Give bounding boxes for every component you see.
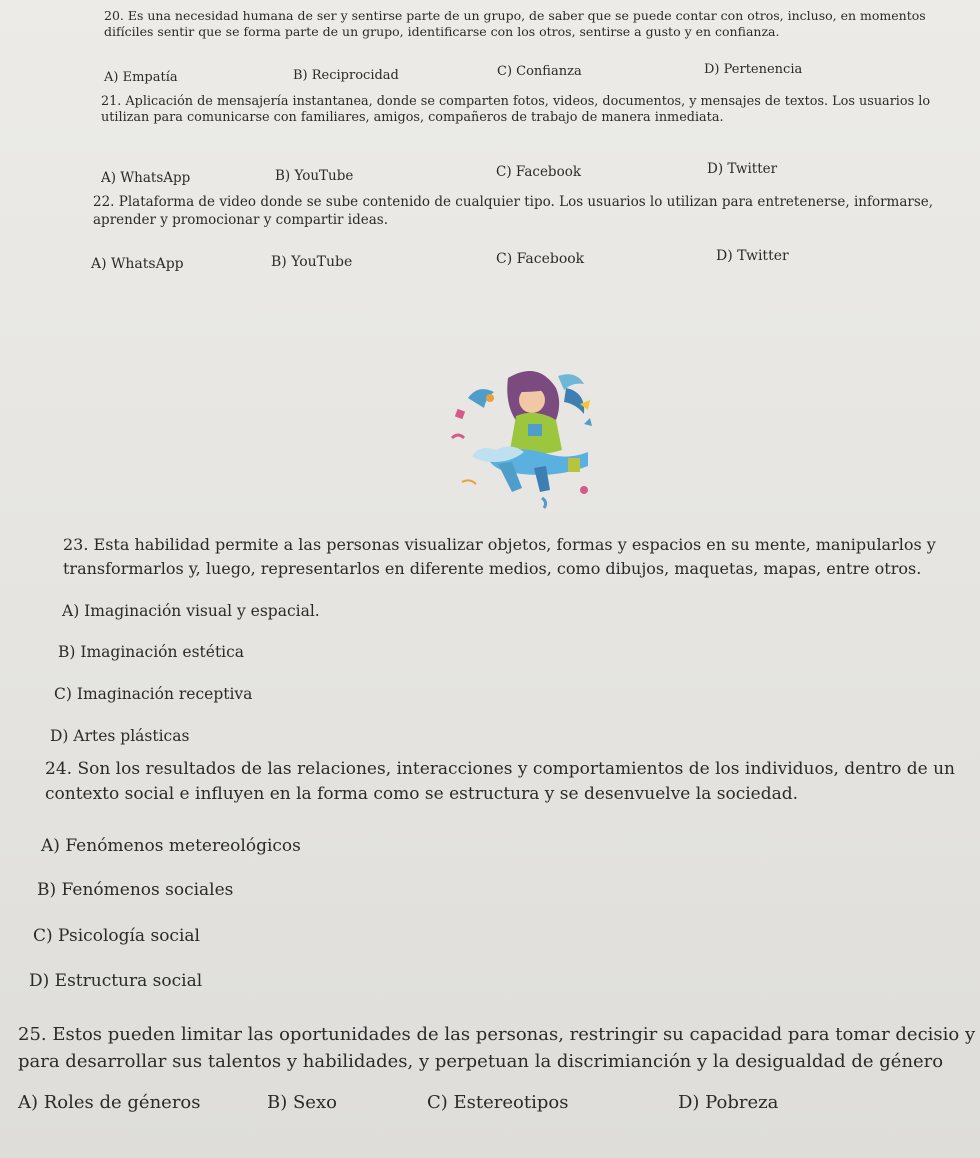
- q23-option-a[interactable]: A) Imaginación visual y espacial.: [62, 602, 320, 620]
- q21-option-d[interactable]: D) Twitter: [707, 161, 778, 177]
- q24-option-a[interactable]: A) Fenómenos metereológicos: [41, 836, 301, 856]
- question-22-stem: 22. Plataforma de video donde se sube contenido de cualquier tipo. Los usuarios lo utilizan para entretenerse, informarse, aprender y promocionar y compartir ideas.: [93, 194, 934, 228]
- question-25-stem: 25. Estos pueden limitar las oportunidades de las personas, restringir su capacidad para tomar decisio y para desarrollar sus talentos y habilidades, y perpetuan la discrimianción y la desigualdad de género: [18, 1024, 976, 1072]
- q25-option-a[interactable]: A) Roles de géneros: [18, 1092, 201, 1113]
- question-20-stem: 20. Es una necesidad humana de ser y sentirse parte de un grupo, de saber que se puede contar con otros, incluso, en momentos difíciles sentir que se forma parte de un grupo, identificarse con los otros, sentirse a gusto y en confianza.: [104, 8, 926, 39]
- question-20: [104, 8, 974, 40]
- question-25: [18, 1021, 980, 1075]
- q22-option-d[interactable]: D) Twitter: [716, 248, 789, 264]
- q23-option-b[interactable]: B) Imaginación estética: [58, 643, 245, 661]
- q25-option-b[interactable]: B) Sexo: [267, 1092, 337, 1113]
- question-21-stem: 21. Aplicación de mensajería instantanea, donde se comparten fotos, videos, documentos, y mensajes de textos. Los usuarios lo utilizan para comunicarse con familiares, amigos, compañeros de trabajo de manera inmediata.: [101, 94, 931, 125]
- q23-option-d[interactable]: D) Artes plásticas: [50, 727, 190, 745]
- question-21: [101, 94, 971, 126]
- q25-option-d[interactable]: D) Pobreza: [678, 1092, 779, 1113]
- q20-option-c[interactable]: C) Confianza: [497, 64, 582, 79]
- question-24-stem: 24. Son los resultados de las relaciones, interacciones y comportamientos de los individuos, dentro de un contexto social e influyen en la forma como se estructura y se desenvuelve la sociedad.: [45, 759, 955, 804]
- q25-option-c[interactable]: C) Estereotipos: [427, 1092, 569, 1113]
- q22-option-a[interactable]: A) WhatsApp: [91, 256, 184, 272]
- q24-option-d[interactable]: D) Estructura social: [29, 971, 203, 991]
- q21-option-b[interactable]: B) YouTube: [275, 168, 354, 184]
- girl-daydreaming-illustration: [438, 358, 616, 518]
- question-22: [93, 193, 973, 229]
- q20-option-a[interactable]: A) Empatía: [104, 70, 178, 85]
- question-24: [45, 757, 980, 807]
- q24-option-b[interactable]: B) Fenómenos sociales: [37, 880, 234, 900]
- q20-option-b[interactable]: B) Reciprocidad: [293, 68, 399, 83]
- q21-option-a[interactable]: A) WhatsApp: [101, 170, 191, 186]
- q21-option-c[interactable]: C) Facebook: [496, 164, 582, 180]
- q24-option-c[interactable]: C) Psicología social: [33, 926, 200, 946]
- q23-option-c[interactable]: C) Imaginación receptiva: [54, 685, 253, 703]
- question-23-stem: 23. Esta habilidad permite a las personas visualizar objetos, formas y espacios en su mente, manipularlos y transformarlos y, luego, representarlos en diferente medios, como dibujos, maquetas, mapas, entre otros.: [63, 535, 936, 578]
- question-23: [63, 533, 978, 581]
- q22-option-c[interactable]: C) Facebook: [496, 251, 585, 267]
- q22-option-b[interactable]: B) YouTube: [271, 254, 353, 270]
- q20-option-d[interactable]: D) Pertenencia: [704, 62, 803, 77]
